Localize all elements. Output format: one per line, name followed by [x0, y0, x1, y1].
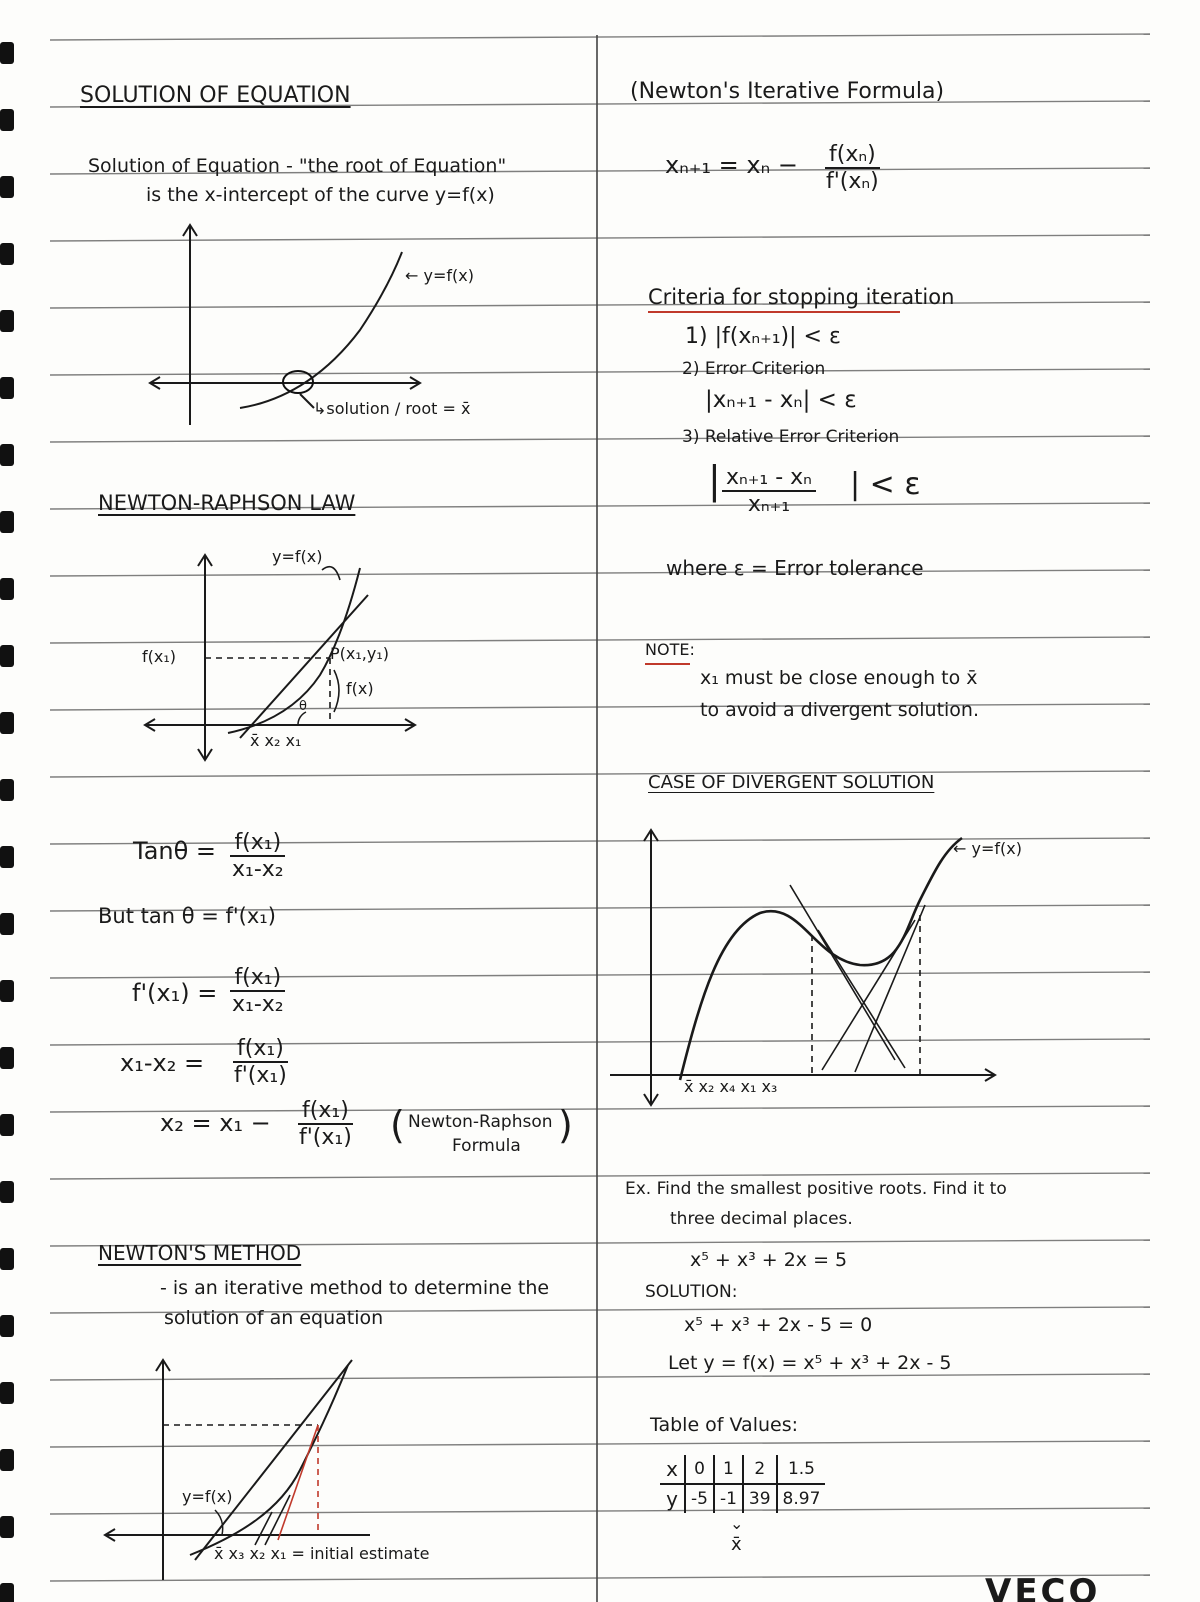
table-cell: 8.97 — [777, 1484, 826, 1513]
example-equation: x⁵ + x³ + 2x = 5 — [690, 1249, 848, 1271]
graph2-theta-label: θ — [299, 699, 307, 714]
criterion-3-num: xₙ₊₁ - xₙ — [722, 465, 816, 492]
solution-line-1: x⁵ + x³ + 2x - 5 = 0 — [684, 1314, 873, 1336]
table-x-label: x — [660, 1455, 685, 1484]
eq-tan-lhs: Tanθ = — [133, 837, 217, 865]
error-tolerance-line: where ε = Error tolerance — [666, 556, 924, 580]
graph2-fx-label: f(x) — [346, 679, 374, 698]
eq-x2-fraction — [295, 1098, 356, 1151]
eq-tan-den: x₁-x₂ — [232, 857, 284, 883]
eq-diff-lhs: x₁-x₂ = — [120, 1049, 205, 1077]
graph2-curve-label: y=f(x) — [272, 547, 323, 566]
brand-logo: VECO — [985, 1572, 1101, 1602]
criterion-3-tail: | < ε — [850, 467, 921, 502]
criterion-3-bar: | — [708, 458, 721, 502]
newtons-method-line-2: solution of an equation — [164, 1307, 384, 1329]
graph3-axis-labels: x̄ x₃ x₂ x₁ = initial estimate — [214, 1544, 430, 1563]
note-line-1: x₁ must be close enough to x̄ — [700, 667, 978, 689]
graph-root-intercept — [150, 225, 420, 425]
graph3-curve-label: y=f(x) — [182, 1487, 233, 1506]
table-y-label: y — [666, 1487, 678, 1511]
table-cell: 2 — [743, 1455, 777, 1484]
eq-fprime-num: f(x₁) — [230, 965, 285, 992]
definition-line-2: is the x-intercept of the curve y=f(x) — [146, 184, 495, 206]
eq-fprime-fraction — [228, 965, 288, 1018]
graph2-point-label: P(x₁,y₁) — [330, 644, 389, 663]
iterative-formula-lhs: xₙ₊₁ = xₙ − — [665, 151, 798, 179]
table-cell: 1 — [714, 1455, 743, 1484]
example-line-2: three decimal places. — [670, 1209, 853, 1229]
graph2-fx1-label: f(x₁) — [142, 647, 176, 666]
criterion-3-den: xₙ₊₁ — [747, 492, 791, 518]
section-title-newton-raphson-law: NEWTON-RAPHSON LAW — [98, 491, 356, 515]
eq-tan-fraction — [228, 830, 288, 883]
table-title: Table of Values: — [650, 1414, 799, 1436]
table-cell: 39 — [743, 1484, 777, 1513]
newtons-method-line-1: - is an iterative method to determine the — [160, 1277, 550, 1299]
formula-paren-close: ) — [558, 1103, 573, 1147]
formula-name-line-1: Newton-Raphson — [408, 1112, 553, 1132]
criterion-3-fraction — [722, 465, 816, 518]
iterative-formula-den: f'(xₙ) — [826, 169, 879, 195]
eq-diff-den: f'(x₁) — [234, 1063, 287, 1089]
criterion-3-label: 3) Relative Error Criterion — [682, 427, 900, 447]
criterion-2-label: 2) Error Criterion — [682, 359, 826, 379]
note-line-2: to avoid a divergent solution. — [700, 699, 979, 721]
formula-paren-open: ( — [390, 1103, 405, 1147]
graph2-axis-labels: x̄ x₂ x₁ — [250, 731, 302, 750]
criteria-title: Criteria for stopping iteration — [648, 285, 955, 309]
graph4-curve-label: ← y=f(x) — [953, 839, 1022, 858]
eq-tan-num: f(x₁) — [230, 830, 285, 857]
section-title-newtons-method: NEWTON'S METHOD — [98, 1241, 302, 1265]
table-row-x — [660, 1455, 825, 1484]
eq-fprime-lhs: f'(x₁) = — [132, 979, 218, 1007]
solution-line-2: Let y = f(x) = x⁵ + x³ + 2x - 5 — [668, 1352, 952, 1374]
table-cell: 1.5 — [777, 1455, 826, 1484]
section-title-divergent-solution: CASE OF DIVERGENT SOLUTION — [648, 772, 935, 793]
criterion-1: 1) |f(xₙ₊₁)| < ε — [685, 324, 841, 349]
criterion-2-expr: |xₙ₊₁ - xₙ| < ε — [705, 387, 857, 413]
iterative-formula-num: f(xₙ) — [825, 142, 880, 169]
table-cell: -5 — [685, 1484, 714, 1513]
definition-line-1: Solution of Equation - "the root of Equation" — [88, 155, 507, 177]
eq-x2-lhs: x₂ = x₁ − — [160, 1109, 271, 1137]
eq-diff-fraction — [230, 1036, 291, 1089]
iterative-formula-title: (Newton's Iterative Formula) — [630, 79, 945, 104]
eq-but-line: But tan θ = f'(x₁) — [98, 904, 276, 928]
graph1-root-label: ↳solution / root = x̄ — [313, 399, 471, 418]
section-title-solution-of-equation: SOLUTION OF EQUATION — [80, 83, 351, 108]
root-arrow-icon: ⌄ — [730, 1514, 744, 1533]
table-cell: 0 — [685, 1455, 714, 1484]
table-of-values — [660, 1455, 825, 1513]
eq-fprime-den: x₁-x₂ — [232, 992, 284, 1018]
table-cell: -1 — [714, 1484, 743, 1513]
eq-diff-num: f(x₁) — [233, 1036, 288, 1063]
formula-name-line-2: Formula — [452, 1136, 521, 1156]
note-label: NOTE: — [645, 640, 695, 659]
eq-x2-den: f'(x₁) — [299, 1125, 352, 1151]
root-mark: x̄ — [731, 1534, 742, 1555]
iterative-formula-fraction — [822, 142, 883, 195]
graph4-axis-labels: x̄ x₂ x₄ x₁ x₃ — [684, 1077, 778, 1096]
table-row-y — [660, 1484, 825, 1513]
graph-divergent — [610, 830, 995, 1105]
solution-label: SOLUTION: — [645, 1282, 738, 1302]
graph1-curve-label: ← y=f(x) — [405, 266, 474, 285]
eq-x2-num: f(x₁) — [298, 1098, 353, 1125]
example-line-1: Ex. Find the smallest positive roots. Find it to — [625, 1179, 1007, 1199]
